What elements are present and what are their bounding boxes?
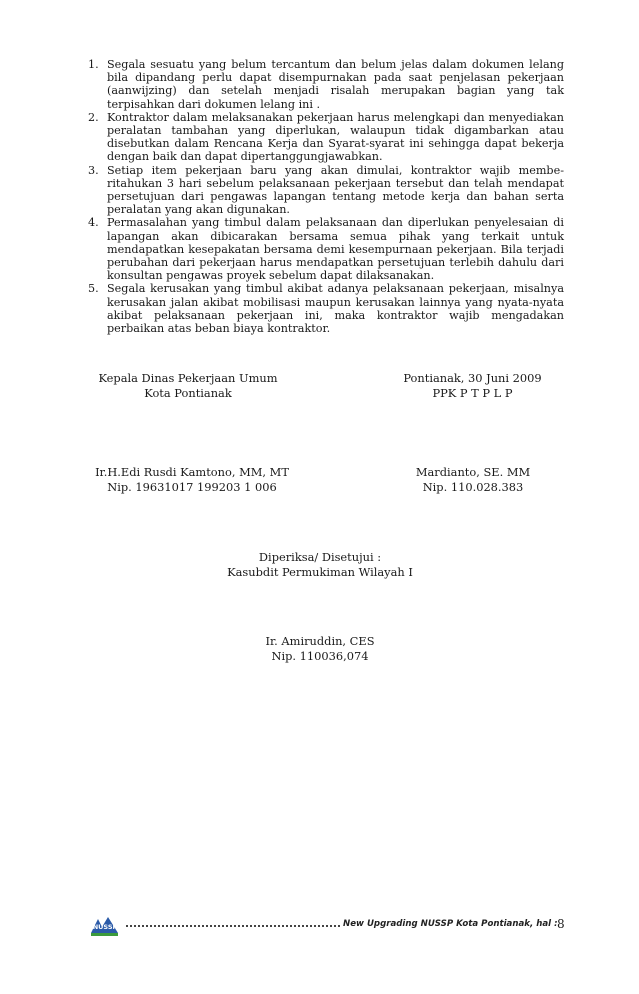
list-item	[88, 282, 564, 335]
page-number: 8	[557, 917, 565, 931]
logo-text: NUSSP	[92, 923, 118, 931]
approval-position: Kasubdit Permukiman Wilayah I	[227, 565, 413, 579]
left-signatory-name	[84, 465, 300, 495]
clause-text: Segala sesuatu yang belum tercantum dan belum jelas dalam dokumen lelang bila dipandang perlu dapat disempurnakan pada saat penjelasan pekerjaan (aanwijzing) dan setelah menjadi risalah merupakan bagian yang tak terpisahkan dari dokumen lelang ini .	[107, 58, 564, 111]
approval-label: Diperiksa/ Disetujui :	[258, 550, 382, 564]
clause-text: Kontraktor dalam melaksanakan pekerjaan harus melengkapi dan menyediakan peralatan tambahan yang diperlukan, walaupun tidak digambarkan atau disebutkan dalam Rencana Kerja dan Syarat-syarat ini sehingga dapat bekerja dengan baik dan dapat dipertanggungjawabkan.	[107, 110, 564, 164]
right-signatory-name	[393, 465, 553, 495]
approval-signatory	[240, 634, 400, 664]
clause-text: Segala kerusakan yang timbul akibat adanya pelaksanaan pekerjaan, misalnya kerusakan jalan akibat mobilisasi maupun kerusakan lainnya yang nyata-nyata akibat pelaksanaan pekerjaan ini, maka kontraktor wajib mengadakan perbaikan atas beban biaya kontraktor.	[107, 282, 564, 336]
right-title: PPK P T P L P	[432, 386, 513, 400]
footer-text: New Upgrading NUSSP Kota Pontianak, hal :	[343, 919, 558, 929]
right-nip: Nip. 110.028.383	[422, 480, 524, 494]
list-item	[88, 58, 564, 111]
left-title-line2: Kota Pontianak	[144, 386, 232, 400]
left-name: Ir.H.Edi Rusdi Kamtono, MM, MT	[95, 465, 289, 479]
nussp-logo-icon	[88, 913, 122, 939]
right-name: Mardianto, SE. MM	[415, 465, 531, 479]
approval-title	[210, 550, 430, 580]
clause-number: 4.	[88, 216, 99, 230]
list-item	[88, 111, 564, 164]
left-signatory-title	[88, 371, 288, 401]
clause-number: 5.	[88, 282, 99, 296]
clause-number: 2.	[88, 110, 99, 124]
approval-name: Ir. Amiruddin, CES	[265, 634, 375, 648]
left-nip: Nip. 19631017 199203 1 006	[107, 480, 277, 494]
footer-divider	[126, 925, 340, 927]
list-item	[88, 216, 564, 282]
clause-list	[88, 58, 564, 335]
place-date: Pontianak, 30 Juni 2009	[403, 371, 542, 385]
clause-text: Permasalahan yang timbul dalam pelaksanaan dan diperlukan penyelesaian di lapangan akan dibicarakan bersama semua pihak yang terkait untuk mendapatkan kesepakatan bersama demi kesempurnaan pekerjaan. Bila terjadi perubahan dari pekerjaan harus mendapatkan persetujuan terlebih dahulu dari konsultan pengawas proyek sebelum dapat dilaksanakan.	[107, 216, 564, 283]
list-item	[88, 164, 564, 217]
right-signatory-title	[380, 371, 565, 401]
clause-text: Setiap item pekerjaan baru yang akan dimulai, kontraktor wajib membe-ritahukan 3 hari sebelum pelaksanaan pekerjaan tersebut dan telah mendapat persetujuan dari pengawas lapangan tentang metode kerja dan bahan serta peralatan yang akan digunakan.	[107, 163, 564, 217]
left-title-line1: Kepala Dinas Pekerjaan Umum	[98, 371, 278, 385]
approval-nip: Nip. 110036,074	[271, 649, 369, 663]
clause-number: 3.	[88, 163, 99, 177]
clause-number: 1.	[88, 58, 99, 71]
